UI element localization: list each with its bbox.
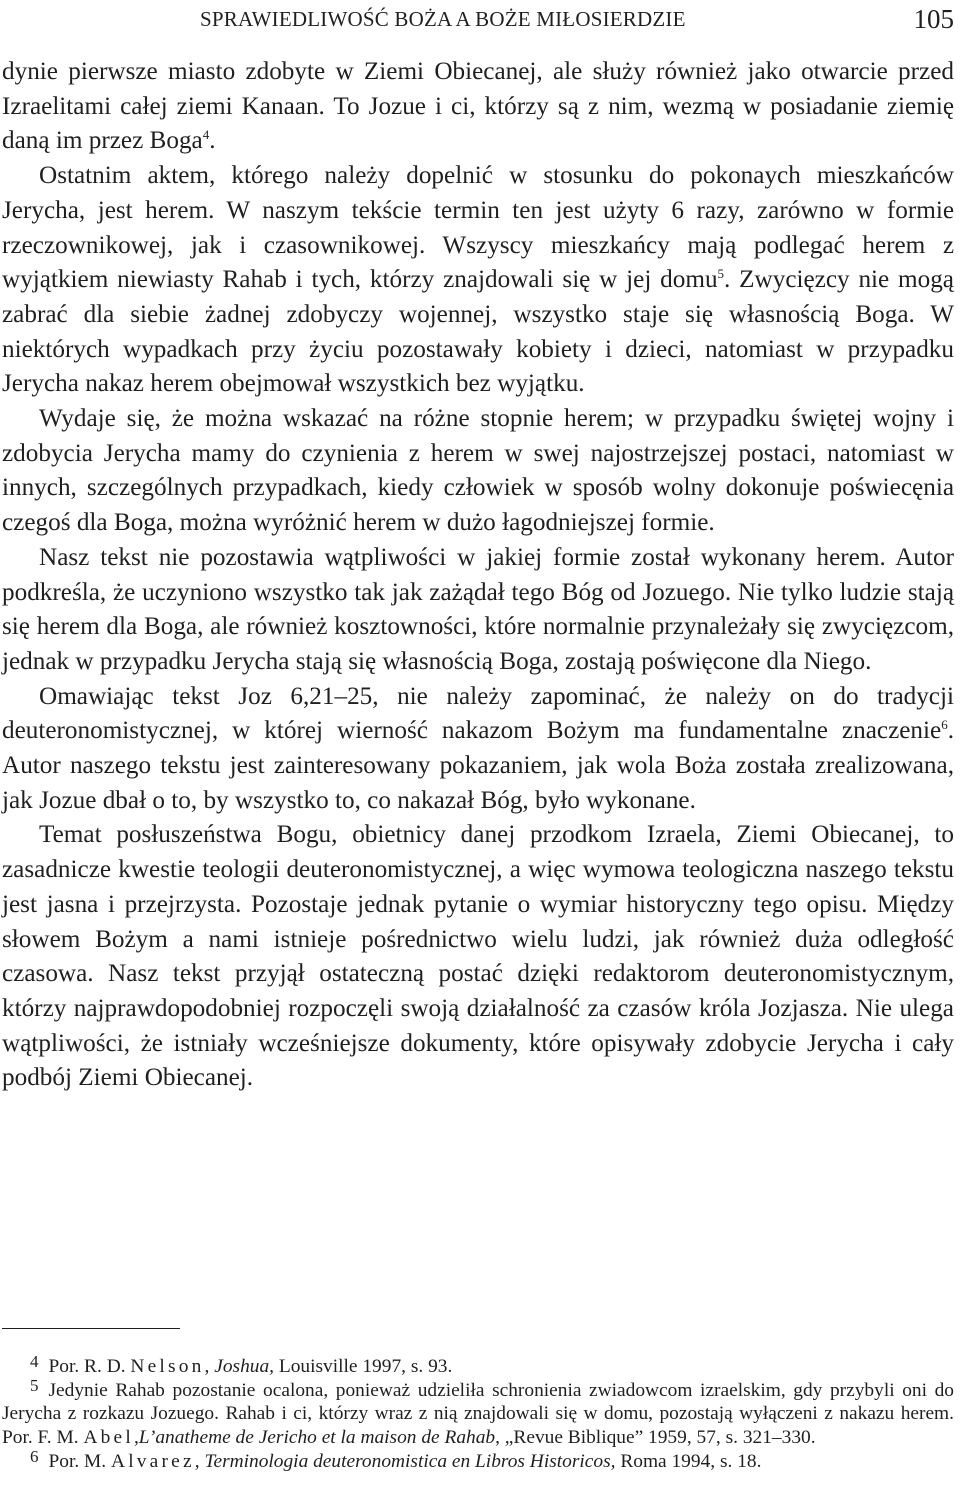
footnote-text: Por. M.: [48, 1450, 111, 1472]
footnote-text: Jedynie Rahab pozostanie ocalona, ponieważ udzieliła schronienia zwiadowcom izraelskim, gdy przybyli oni do Jerycha z rozkazu Jozuego. Rahab i ci, którzy wraz z nią znajdowali się w domu, pozostają wyłączeni z nakazu herem. Por. F. M.: [2, 1379, 954, 1449]
footnote-number: 6: [30, 1446, 39, 1466]
footnote-reference-6: 6: [941, 717, 948, 733]
paragraph-4: Nasz tekst nie pozostawia wątpliwości w jakiej formie został wykonany herem. Autor podkreśla, że uczyniono wszystko tak jak zażądał tego Bóg od Jozuego. Nie tylko ludzie stają się herem dla Boga, ale również kosztowności, które normalnie przynależały się zwycięzcom, jednak w przypadku Jerycha stają się własnością Boga, zostają poświęcone dla Niego.: [2, 543, 954, 675]
footnote-author: Alvarez: [111, 1450, 195, 1472]
paragraph-6: Temat posłuszeństwa Bogu, obietnicy danej przodkom Izraela, Ziemi Obiecanej, to zasadnicze kwestie teologii deuteronomistycznej, a więc wymowa teologiczna naszego tekstu jest jasna i przejrzysta. Pozostaje jednak pytanie o wymiar historyczny tego opisu. Między słowem Bożym a nami istnieje pośrednictwo wielu ludzi, jak również duża odległość czasowa. Nasz tekst przyjął ostateczną postać dzięki redaktorom deuteronomistycznym, którzy najprawdopodobniej rozpoczęli swoją działalność za czasów króla Jozjasza. Nie ulega wątpliwości, że istniały wcześniejsze dokumenty, które opisywały zdobycie Jerycha i cały podbój Ziemi Obiecanej.: [2, 821, 954, 1092]
footnote-number: 4: [30, 1352, 39, 1371]
footnote-number: 5: [30, 1375, 39, 1395]
footnote-text: Louisville 1997, s. 93.: [274, 1356, 453, 1377]
footnote-work-title: Joshua,: [214, 1356, 275, 1377]
paragraph-text: Omawiając tekst Joz 6,21–25, nie należy zapominać, że należy on do tradycji deuteronomistycznej, w której wierność nakazom Bożym ma fundamentalne znaczenie: [2, 682, 954, 745]
footnote-4: [2, 1352, 954, 1379]
paragraph-3: Wydaje się, że można wskazać na różne stopnie herem; w przypadku świętej wojny i zdobycia Jerycha mamy do czynienia z herem w swej najostrzejszej postaci, natomiast w innych, szczególnych przypadkach, kiedy człowiek w sposób wolny dokonuje poświecęnia czegoś dla Boga, można wyróżnić herem w dużo łagodniejszej formie.: [2, 405, 954, 537]
paragraph-text: dynie pierwsze miasto zdobyte w Ziemi Obiecanej, ale służy również jako otwarcie przed Izraelitami całej ziemi Kanaan. To Jozue i ci, którzy są z nim, wezmą w posiadanie ziemię daną im przez Boga: [2, 58, 954, 155]
footnote-text: ,: [204, 1356, 215, 1377]
footnote-text: , „Revue Biblique” 1959, 57, s. 321–330.: [495, 1427, 816, 1449]
page-number: 105: [913, 4, 954, 34]
footnote-work-title: L’anatheme de Jericho et la maison de Rahab: [138, 1427, 496, 1449]
footnote-author: Nelson: [130, 1356, 205, 1377]
footnote-author: Abel: [83, 1427, 134, 1449]
footnote-text: Por. R. D.: [48, 1356, 131, 1377]
footnotes: [2, 1352, 954, 1474]
running-title: SPRAWIEDLIWOŚĆ BOŻA A BOŻE MIŁOSIERDZIE: [200, 7, 686, 31]
footnote-separator: [2, 1328, 180, 1329]
paragraph-text: . Zwycięzcy nie mogą zabrać dla siebie żadnej zdobyczy wojennej, wszystko staje się własnością Boga. W niektórych wypadkach przy życiu pozostawały kobiety i dzieci, natomiast w przypadku Jerycha nakaz herem obejmował wszystkich bez wyjątku.: [2, 266, 954, 398]
footnote-work-title: Terminologia deuteronomistica en Libros Historicos,: [204, 1450, 616, 1472]
paragraph-text: . Autor naszego tekstu jest zainteresowany pokazaniem, jak wola Boża została zrealizowana, jak Jozue dbał o to, by wszystko to, co nakazał Bóg, było wykonane.: [2, 717, 954, 814]
footnote-5: [2, 1375, 954, 1450]
footnote-6: [2, 1446, 954, 1474]
footnote-reference-5: 5: [717, 266, 725, 282]
paragraph-5: [2, 680, 954, 819]
footnote-text: ,: [194, 1450, 205, 1472]
body-text: [2, 55, 954, 1096]
footnote-text: ,: [133, 1427, 139, 1449]
footnote-text: Roma 1994, s. 18.: [615, 1450, 762, 1472]
footnote-reference-4: 4: [202, 127, 210, 143]
paragraph-2: [2, 159, 954, 402]
paragraph-text: Ostatnim aktem, którego należy dopelnić w stosunku do pokonaych mieszkańców Jerycha, jest herem. W naszym tekście termin ten jest użyty 6 razy, zarówno w formie rzeczownikowej, jak i czasownikowej. Wszyscy mieszkańcy mają podlegać herem z wyjątkiem niewiasty Rahab i tych, którzy znajdowali się w jej domu: [2, 162, 954, 294]
paragraph-1: [2, 55, 954, 159]
running-header: [0, 4, 960, 38]
paragraph-text: .: [209, 127, 216, 155]
